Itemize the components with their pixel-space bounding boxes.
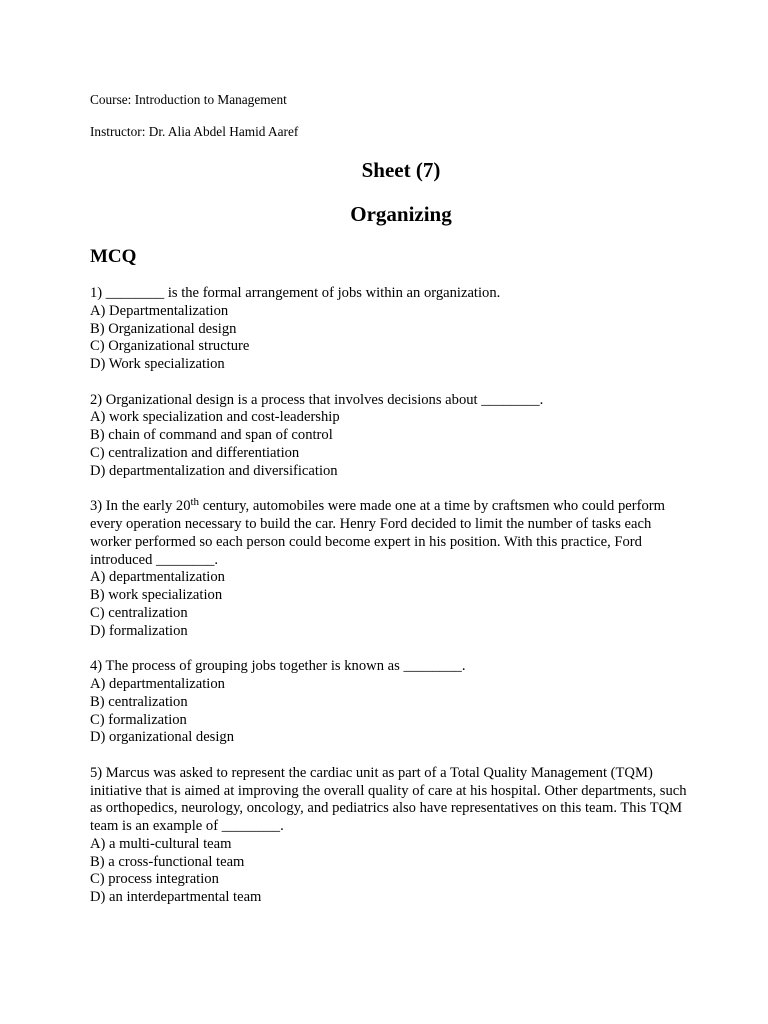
question-4 — [90, 658, 690, 747]
option-a: A) departmentalization — [90, 675, 225, 692]
question-text: 4) The process of grouping jobs together is known as ________. — [90, 658, 466, 675]
option-a: A) work specialization and cost-leadership — [90, 409, 340, 426]
question-text-rest: century, automobiles were made one at a time by craftsmen who could perform every operation necessary to build the car. Henry Ford decided to limit the number of tasks each worker performed so each person could become expert in his position. With this practice, Ford introduced ________. — [90, 498, 665, 568]
option-c: C) formalization — [90, 711, 187, 728]
option-b: B) work specialization — [90, 587, 223, 604]
option-c: C) Organizational structure — [90, 338, 250, 355]
question-3 — [90, 498, 690, 640]
option-c: C) process integration — [90, 871, 219, 888]
option-a: A) a multi-cultural team — [90, 835, 232, 852]
course-line: Course: Introduction to Management — [90, 92, 287, 107]
option-b: B) chain of command and span of control — [90, 427, 333, 444]
option-c: C) centralization — [90, 604, 188, 621]
question-5 — [90, 765, 690, 907]
topic-title: Organizing — [350, 202, 452, 226]
option-a: A) Departmentalization — [90, 302, 229, 319]
question-text: 2) Organizational design is a process that involves decisions about ________. — [90, 391, 544, 408]
option-d: D) an interdepartmental team — [90, 889, 262, 906]
option-d: D) formalization — [90, 622, 188, 639]
question-list — [90, 285, 690, 925]
question-text — [90, 498, 690, 569]
superscript: th — [190, 496, 200, 509]
option-b: B) Organizational design — [90, 320, 237, 337]
question-text: 5) Marcus was asked to represent the cardiac unit as part of a Total Quality Management (TQM) initiative that is aimed at improving the overall quality of care at his hospital. Other departments, such as orthopedics, neurology, oncology, and pediatrics also have representatives on this team. This TQM team is an example of ________. — [90, 764, 687, 835]
option-b: B) a cross-functional team — [90, 853, 245, 870]
option-a: A) departmentalization — [90, 569, 225, 586]
question-1 — [90, 285, 690, 374]
question-2 — [90, 392, 690, 481]
question-text: 1) ________ is the formal arrangement of jobs within an organization. — [90, 285, 501, 301]
section-heading: MCQ — [90, 246, 137, 267]
option-c: C) centralization and differentiation — [90, 444, 300, 461]
instructor-line: Instructor: Dr. Alia Abdel Hamid Aaref — [90, 124, 299, 139]
option-d: D) departmentalization and diversification — [90, 462, 338, 479]
option-b: B) centralization — [90, 693, 188, 710]
option-d: D) organizational design — [90, 729, 235, 746]
sheet-title: Sheet (7) — [361, 158, 441, 182]
question-text-start: 3) In the early 20 — [90, 498, 191, 515]
option-d: D) Work specialization — [90, 356, 225, 373]
